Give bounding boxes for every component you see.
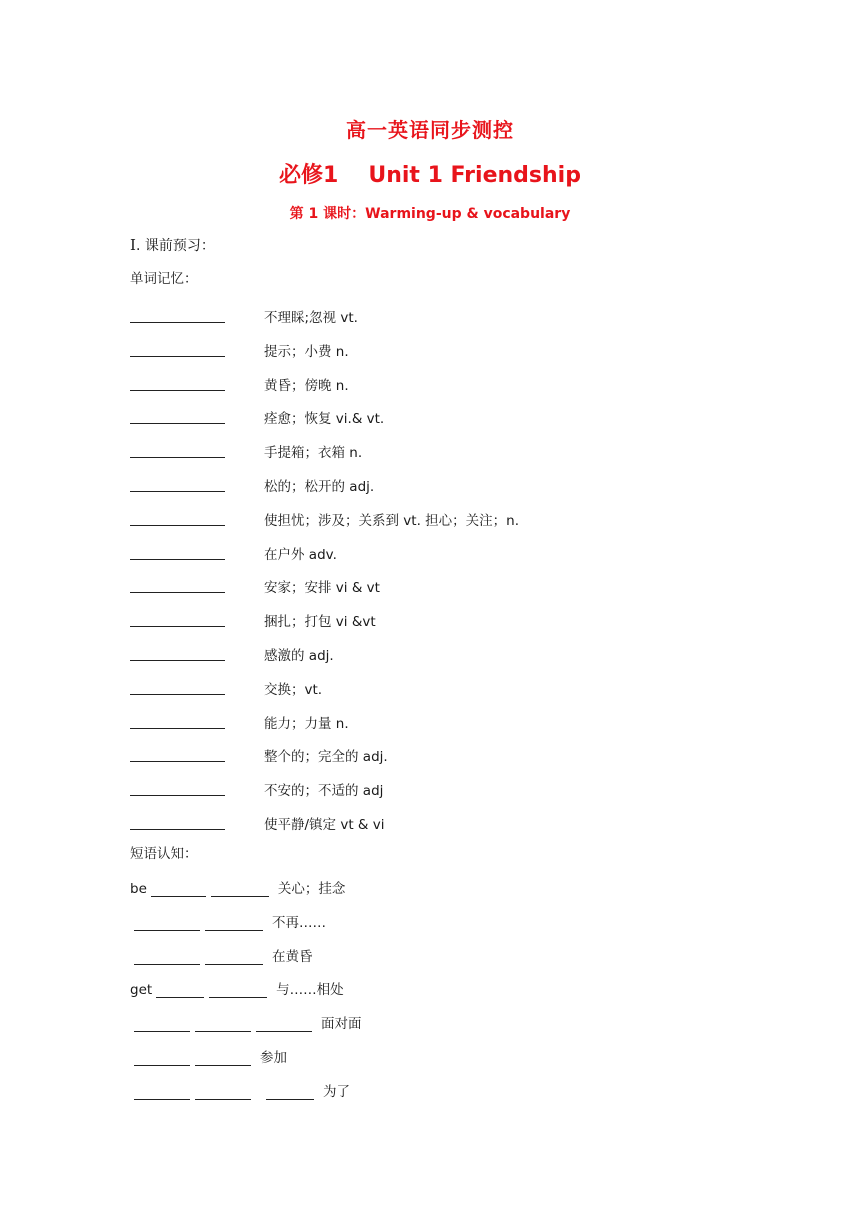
phrase-blank[interactable] bbox=[195, 1050, 251, 1066]
phrase-blank[interactable] bbox=[205, 949, 263, 965]
phrase-meaning: 与……相处 bbox=[276, 982, 344, 999]
vocab-item bbox=[130, 440, 630, 460]
document-title: 高一英语同步测控 bbox=[346, 118, 514, 142]
phrase-blank[interactable] bbox=[266, 1084, 314, 1100]
answer-blank[interactable] bbox=[130, 508, 225, 526]
vocab-meaning: 能力；力量 n. bbox=[264, 715, 349, 732]
section-heading bbox=[130, 236, 215, 255]
answer-blank[interactable] bbox=[130, 406, 225, 424]
phrase-item bbox=[130, 877, 345, 897]
phrase-blank[interactable] bbox=[134, 1016, 190, 1032]
phrase-blank[interactable] bbox=[195, 1084, 251, 1100]
phrase-meaning: 为了 bbox=[323, 1083, 350, 1100]
vocab-item bbox=[130, 373, 630, 393]
vocab-item bbox=[130, 575, 630, 595]
lesson-title: 第 1 课时：Warming-up & vocabulary bbox=[289, 206, 571, 222]
module-label: 必修1 bbox=[279, 163, 339, 188]
vocab-meaning: 黄昏；傍晚 n. bbox=[264, 377, 349, 394]
phrase-meaning: 不再…… bbox=[272, 914, 326, 931]
phrase-blank[interactable] bbox=[205, 915, 263, 931]
answer-blank[interactable] bbox=[130, 339, 225, 357]
vocab-meaning: 松的；松开的 adj. bbox=[264, 479, 375, 495]
vocab-meaning: 不理睬;忽视 vt. bbox=[264, 310, 358, 326]
vocab-item bbox=[130, 812, 630, 832]
vocab-meaning: 在户外 adv. bbox=[264, 546, 337, 563]
phrase-blank[interactable] bbox=[134, 1050, 190, 1066]
phrase-meaning: 参加 bbox=[260, 1050, 287, 1066]
phrase-blank[interactable] bbox=[151, 881, 206, 897]
vocab-item bbox=[130, 508, 630, 528]
vocab-item bbox=[130, 474, 630, 494]
phrase-meaning: 在黄昏 bbox=[272, 948, 313, 965]
section-label: . 课前预习： bbox=[135, 238, 215, 254]
answer-blank[interactable] bbox=[130, 575, 225, 593]
vocab-item bbox=[130, 542, 630, 562]
section-number: I bbox=[130, 236, 136, 254]
phrases-heading: 短语认知： bbox=[130, 846, 198, 862]
answer-blank[interactable] bbox=[130, 373, 225, 391]
answer-blank[interactable] bbox=[130, 812, 225, 830]
vocab-item bbox=[130, 643, 630, 663]
vocab-item bbox=[130, 305, 630, 325]
answer-blank[interactable] bbox=[130, 305, 225, 323]
phrase-blank[interactable] bbox=[209, 982, 267, 998]
answer-blank[interactable] bbox=[130, 474, 225, 492]
phrase-item bbox=[130, 978, 344, 998]
unit-label: Unit 1 Friendship bbox=[368, 163, 581, 188]
vocab-item bbox=[130, 744, 630, 764]
vocab-meaning: 整个的；完全的 adj. bbox=[264, 749, 388, 766]
answer-blank[interactable] bbox=[130, 440, 225, 458]
answer-blank[interactable] bbox=[130, 542, 225, 560]
vocab-item bbox=[130, 406, 630, 426]
phrase-blank[interactable] bbox=[134, 1084, 190, 1100]
phrase-blank[interactable] bbox=[134, 915, 200, 931]
answer-blank[interactable] bbox=[130, 643, 225, 661]
vocab-item bbox=[130, 711, 630, 731]
vocab-meaning: 使平静/镇定 vt & vi bbox=[264, 817, 385, 833]
answer-blank[interactable] bbox=[130, 609, 225, 627]
phrase-item bbox=[130, 911, 326, 931]
vocab-meaning: 捆扎；打包 vi &vt bbox=[264, 614, 376, 631]
vocab-item bbox=[130, 778, 630, 798]
vocab-meaning: 手提箱；衣箱 n. bbox=[264, 445, 363, 462]
phrase-item bbox=[130, 1046, 287, 1066]
vocab-item bbox=[130, 677, 630, 697]
vocab-meaning: 交换；vt. bbox=[264, 681, 323, 698]
vocab-meaning: 痊愈；恢复 vi.& vt. bbox=[264, 411, 385, 428]
phrase-blank[interactable] bbox=[211, 881, 269, 897]
phrase-item bbox=[130, 1012, 362, 1032]
answer-blank[interactable] bbox=[130, 744, 225, 762]
answer-blank[interactable] bbox=[130, 778, 225, 796]
phrase-prefix: get bbox=[130, 982, 153, 999]
phrase-meaning: 关心；挂念 bbox=[277, 881, 346, 897]
phrase-item bbox=[130, 1080, 350, 1100]
phrase-blank[interactable] bbox=[156, 982, 204, 998]
answer-blank[interactable] bbox=[130, 711, 225, 729]
phrase-blank[interactable] bbox=[256, 1016, 312, 1032]
vocab-meaning: 提示；小费 n. bbox=[264, 343, 349, 360]
phrase-meaning: 面对面 bbox=[321, 1016, 362, 1033]
phrase-prefix: be bbox=[130, 881, 147, 897]
vocab-meaning: 安家；安排 vi & vt bbox=[264, 580, 380, 597]
vocab-meaning: 使担忧；涉及；关系到 vt. 担心；关注；n. bbox=[264, 512, 520, 529]
phrase-blank[interactable] bbox=[195, 1016, 251, 1032]
vocab-heading: 单词记忆： bbox=[130, 271, 198, 287]
phrase-item bbox=[130, 945, 313, 965]
unit-title bbox=[0, 158, 860, 189]
phrase-blank[interactable] bbox=[134, 949, 200, 965]
vocab-item bbox=[130, 609, 630, 629]
vocab-item bbox=[130, 339, 630, 359]
vocab-meaning: 感激的 adj. bbox=[264, 648, 334, 664]
vocab-meaning: 不安的；不适的 adj bbox=[264, 783, 384, 800]
answer-blank[interactable] bbox=[130, 677, 225, 695]
